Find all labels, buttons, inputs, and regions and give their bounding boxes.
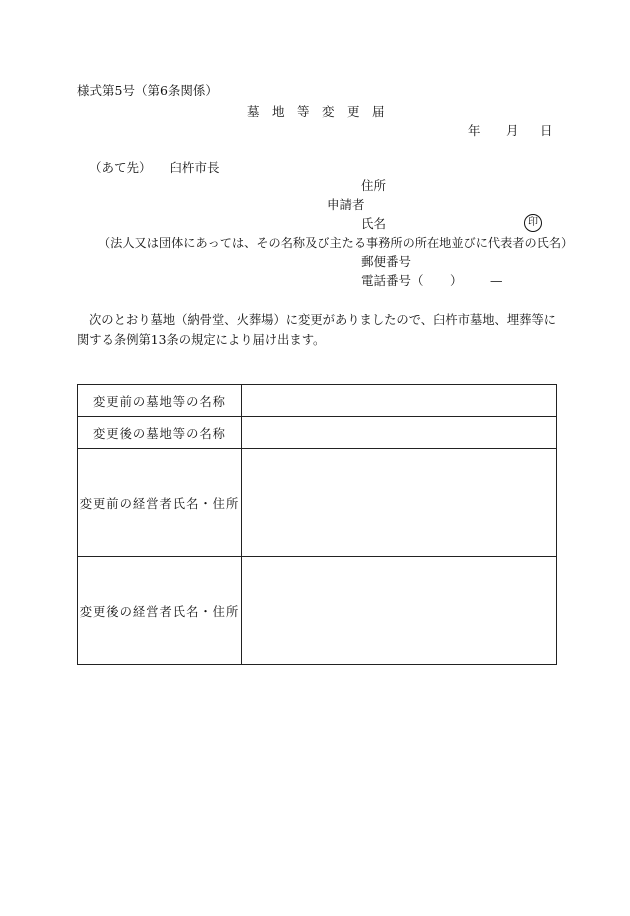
row-label-new-operator: 変更後の経営者氏名・住所 [78, 557, 242, 665]
date-year-label: 年 [468, 123, 481, 138]
field-new-operator[interactable] [242, 557, 557, 665]
phone-close-paren: ） [450, 273, 463, 288]
applicant-label: 申請者 [327, 197, 365, 212]
date-day-label: 日 [540, 123, 553, 138]
postal-code-label: 郵便番号 [361, 254, 412, 269]
date-month-label: 月 [506, 123, 519, 138]
phone-label: 電話番号（ [361, 273, 424, 288]
name-label: 氏名 [361, 216, 387, 231]
date-line [468, 125, 553, 138]
table-row [78, 449, 557, 557]
field-prev-cemetery-name[interactable] [242, 385, 557, 417]
addressee-prefix: （あて先） [89, 160, 152, 175]
seal-mark: 印 [524, 214, 542, 232]
body-text: 次のとおり墓地（納骨堂、火葬場）に変更がありましたので、臼杵市墓地、埋葬等に関する条例第13条の規定により届け出ます。 [77, 313, 557, 347]
document-title: 墓地等変更届 [247, 104, 398, 119]
field-new-cemetery-name[interactable] [242, 417, 557, 449]
row-label-prev-name: 変更前の墓地等の名称 [78, 385, 242, 417]
field-prev-operator[interactable] [242, 449, 557, 557]
phone-dash: — [490, 273, 503, 288]
addressee-name: 臼杵市長 [169, 160, 220, 175]
table-row [78, 557, 557, 665]
table-row [78, 417, 557, 449]
corporate-note: （法人又は団体にあっては、その名称及び主たる事務所の所在地並びに代表者の氏名） [98, 236, 574, 250]
row-label-prev-operator: 変更前の経営者氏名・住所 [78, 449, 242, 557]
change-form-table [77, 384, 557, 665]
form-number: 様式第5号（第6条関係） [77, 83, 218, 98]
address-label: 住所 [361, 178, 387, 193]
table-row [78, 385, 557, 417]
row-label-new-name: 変更後の墓地等の名称 [78, 417, 242, 449]
addressee [89, 162, 220, 175]
